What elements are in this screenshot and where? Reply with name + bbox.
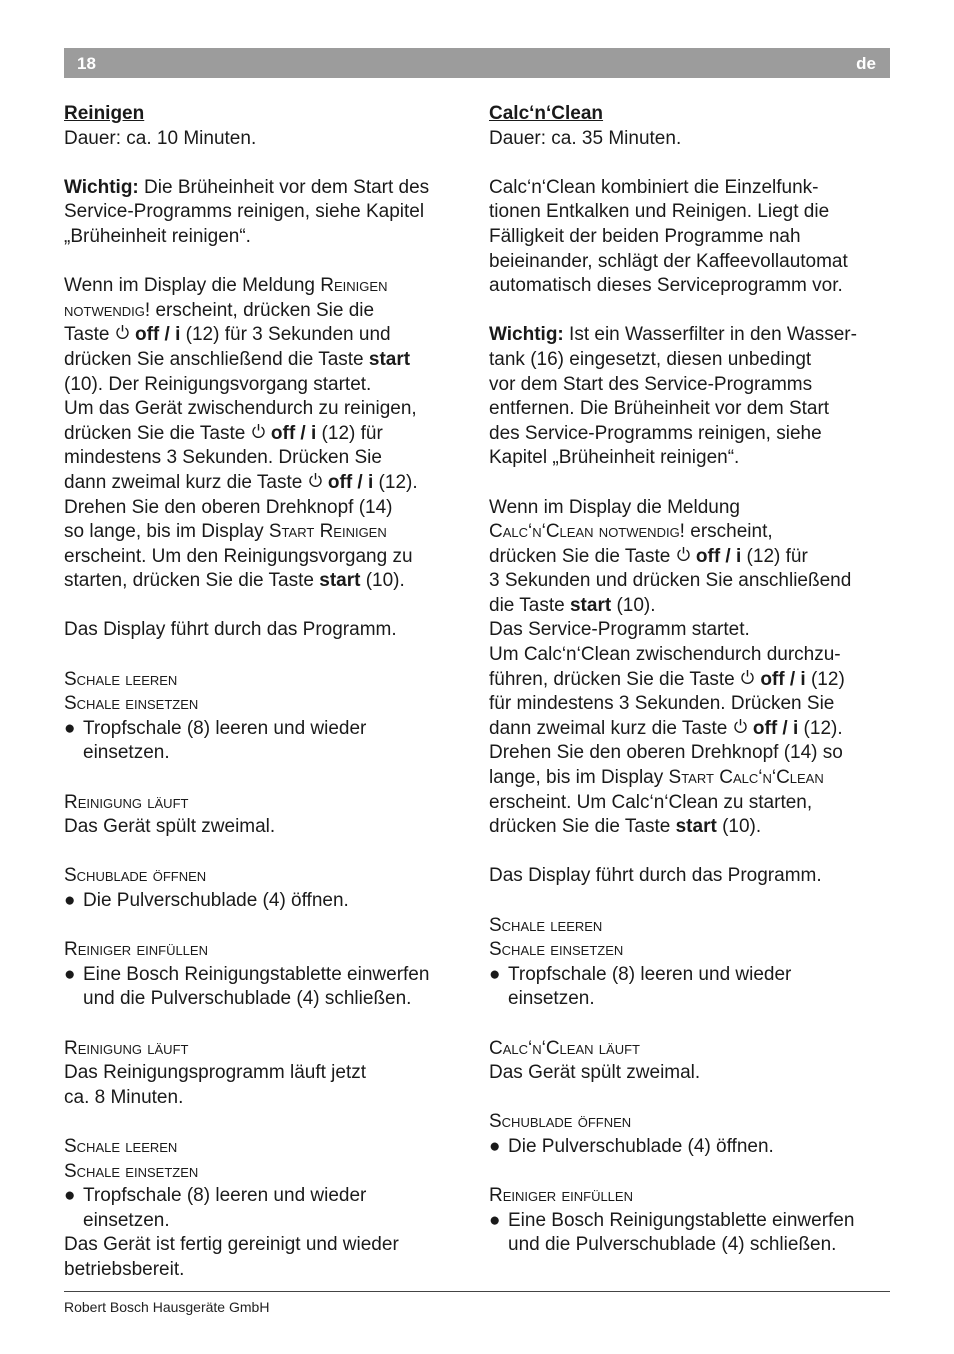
display-message: Reinigung läuft bbox=[64, 1037, 189, 1059]
display-line: Das Display führt durch das Programm. bbox=[64, 619, 397, 641]
button-name: off / i bbox=[134, 324, 181, 346]
bullet-icon: ● bbox=[64, 717, 76, 739]
list-item: ● Eine Bosch Reinigungstablette einwerfen und die Pulverschublade (4) schließen. bbox=[489, 1209, 889, 1258]
bullet-icon: ● bbox=[489, 1209, 501, 1231]
button-name: start bbox=[569, 594, 612, 616]
button-name: off / i bbox=[760, 668, 806, 690]
button-name: off / i bbox=[695, 545, 742, 567]
display-message: Reiniger einfüllen bbox=[489, 1185, 633, 1207]
display-line: Das Display führt durch das Programm. bbox=[489, 865, 822, 887]
bullet-icon: ● bbox=[64, 963, 76, 985]
power-off-icon bbox=[115, 324, 130, 340]
display-message: Reiniger einfüllen bbox=[64, 939, 208, 961]
display-message: Reinigen bbox=[320, 275, 388, 297]
display-message: Reinigung läuft bbox=[64, 791, 189, 813]
power-off-icon bbox=[251, 423, 266, 439]
power-off-icon bbox=[733, 718, 748, 734]
footer-divider bbox=[64, 1291, 890, 1292]
display-message: Calc‘n‘Clean läuft bbox=[489, 1037, 640, 1059]
bullet-icon: ● bbox=[64, 1185, 76, 1207]
button-name: start bbox=[368, 348, 411, 370]
section-title-calcnclean: Calc‘n‘Clean bbox=[489, 103, 604, 124]
display-message: Schublade öffnen bbox=[64, 865, 207, 887]
display-message: Schale einsetzen bbox=[64, 693, 199, 715]
footer-company: Robert Bosch Hausgeräte GmbH bbox=[64, 1299, 270, 1315]
display-message: Schale leeren bbox=[489, 914, 603, 936]
duration: Dauer: ca. 10 Minuten. bbox=[64, 127, 257, 149]
list-item: ● Die Pulverschublade (4) öffnen. bbox=[64, 889, 464, 914]
bullet-icon: ● bbox=[489, 963, 501, 985]
display-message: Start Calc‘n‘Clean bbox=[668, 767, 824, 789]
bullet-icon: ● bbox=[489, 1135, 501, 1157]
section-title-reinigen: Reinigen bbox=[64, 103, 145, 124]
page-number: 18 bbox=[77, 54, 96, 73]
list-item: ● Tropfschale (8) leeren und wieder einsetzen. bbox=[64, 1184, 464, 1233]
display-message: Schale leeren bbox=[64, 668, 178, 690]
button-name: start bbox=[319, 570, 361, 592]
list-item: ● Tropfschale (8) leeren und wieder einsetzen. bbox=[64, 717, 464, 766]
display-message: Schale einsetzen bbox=[64, 1160, 199, 1182]
power-off-icon bbox=[676, 546, 691, 562]
display-message: Start Reinigen bbox=[268, 521, 387, 543]
display-message: Schale einsetzen bbox=[489, 939, 624, 961]
display-message: notwendig! bbox=[64, 299, 151, 321]
power-off-icon bbox=[740, 669, 755, 685]
right-column: Calc‘n‘Clean Dauer: ca. 35 Minuten. Calc‘n‘Clean kombiniert die Einzelfunk- tionen Entkalken und Reinigen. Liegt die Fälligkeit der beiden Programme nah beieinander, schlägt der Kaffeevollautomat automatisch dieses Serviceprogramm vor. Wichtig: Ist ein Wasserfilter in den Wasser- tank (16) eingesetzt, diesen unbedingt vor dem Start des Service-Programms entfernen. Die Brüheinheit vor dem Start des Service-Programms reinigen, siehe Kapitel „Brüheinheit reinigen“. Wenn im Display die Meldung Calc‘n‘Clean notwendig! erscheint, drücken Sie die Taste off / i (12) für 3 Sekunden und drücken Sie anschließend die Taste start (10). Das Service-Programm startet. Um Calc‘n‘Clean zwischendurch durchzu- führen, drücken Sie die Taste off / i (12) für mindestens 3 Sekunden. Drücken Sie dann zweimal kurz die Taste off / i (12). Drehen Sie den oberen Drehknopf (14) so lange, bis im Display Start Calc‘n‘Clean erscheint. Um Calc‘n‘Clean zu starten, drücken Sie die Taste start (10). Das Display führt durch das Programm. Schale leeren Schale einsetzen ● Tropfschale (8) leeren und wieder einsetzen. Calc‘n‘Clean läuft Das Gerät spült zweimal. Schublade öffnen ● Die Pulverschublade (4) öffnen. Reiniger einfüllen ● Eine Bosch Reinigungstablette einwerfen und die Pulverschublade (4) schließen. bbox=[489, 102, 889, 1258]
important-label: Wichtig: bbox=[489, 324, 564, 346]
important-note: Wichtig: Die Brüheinheit vor dem Start des bbox=[64, 176, 430, 198]
page-header bbox=[64, 48, 890, 78]
duration: Dauer: ca. 35 Minuten. bbox=[489, 127, 682, 149]
power-off-icon bbox=[308, 472, 323, 488]
display-message: Calc‘n‘Clean notwendig! bbox=[489, 521, 685, 543]
bullet-icon: ● bbox=[64, 890, 76, 911]
button-name: start bbox=[675, 816, 717, 838]
language-code: de bbox=[856, 54, 876, 73]
display-message: Schale leeren bbox=[64, 1135, 178, 1157]
important-note: Wichtig: Ist ein Wasserfilter in den Wasser- bbox=[489, 324, 857, 346]
list-item: ● Eine Bosch Reinigungstablette einwerfen und die Pulverschublade (4) schließen. bbox=[64, 963, 464, 1012]
button-name: off / i bbox=[270, 422, 317, 444]
display-message: Schublade öffnen bbox=[489, 1111, 632, 1133]
important-label: Wichtig: bbox=[64, 176, 139, 198]
button-name: off / i bbox=[327, 471, 374, 493]
list-item: ● Tropfschale (8) leeren und wieder einsetzen. bbox=[489, 963, 889, 1012]
list-item: ● Die Pulverschublade (4) öffnen. bbox=[489, 1135, 889, 1160]
left-column: Reinigen Dauer: ca. 10 Minuten. Wichtig: Die Brüheinheit vor dem Start des Service-Programms reinigen, siehe Kapitel „Brüheinheit reinigen“. Wenn im Display die Meldung Reinigen notwendig! erscheint, drücken Sie die Taste off / i (12) für 3 Sekunden und drücken Sie anschließend die Taste start (10). Der Reinigungsvorgang startet. Um das Gerät zwischendurch zu reinigen, drücken Sie die Taste off / i (12) für mindestens 3 Sekunden. Drücken Sie dann zweimal kurz die Taste off / i (12). Drehen Sie den oberen Drehknopf (14) so lange, bis im Display Start Reinigen erscheint. Um den Reinigungsvorgang zu starten, drücken Sie die Taste start (10). Das Display führt durch das Programm. Schale leeren Schale einsetzen ● Tropfschale (8) leeren und wieder einsetzen. Reinigung läuft Das Gerät spült zweimal. Schublade öffnen ● Die Pulverschublade (4) öffnen. Reiniger einfüllen ● Eine Bosch Reinigungstablette einwerfen und die Pulverschublade (4) schließen. Reinigung läuft Das Reinigungsprogramm läuft jetzt ca. 8 Minuten. Schale leeren Schale einsetzen ● Tropfschale (8) leeren und wieder einsetzen. Das Gerät ist fertig gereinigt und wieder betriebsbereit. bbox=[64, 102, 464, 1283]
button-name: off / i bbox=[752, 717, 799, 739]
